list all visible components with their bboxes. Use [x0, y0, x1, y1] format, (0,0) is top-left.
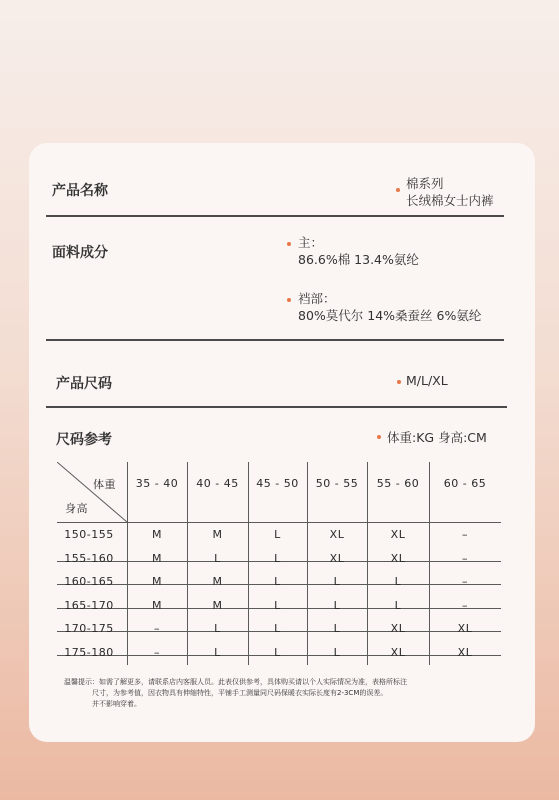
- size-cell: M: [152, 551, 162, 565]
- size-cell: L: [274, 645, 281, 659]
- size-cell: L: [274, 598, 281, 612]
- bullet-dot: [287, 242, 291, 246]
- bullet-dot: [396, 188, 400, 192]
- size-cell: L: [274, 528, 281, 541]
- height-row-header: 165-170: [64, 598, 114, 612]
- size-cell: XL: [329, 551, 345, 565]
- fabric-label: 面料成分: [52, 245, 108, 261]
- height-row-header: 175-180: [64, 645, 114, 659]
- size-reference-label: 尺码参考: [56, 432, 112, 448]
- size-cell: XL: [390, 622, 406, 635]
- weight-column-header: 50 - 55: [315, 477, 359, 490]
- size-cell: XL: [457, 622, 473, 635]
- tip-line-3: 并不影响穿着。: [92, 700, 141, 708]
- size-cell: L: [214, 645, 221, 659]
- size-cell: L: [274, 575, 281, 588]
- size-cell: M: [212, 528, 223, 541]
- size-value: M/L/XL: [406, 373, 448, 388]
- height-row-header: 150-155: [64, 528, 114, 541]
- height-row-header: 160-165: [64, 575, 114, 588]
- corner-weight-label: 体重: [93, 478, 116, 491]
- size-cell: –: [462, 551, 468, 565]
- size-cell: M: [212, 598, 223, 612]
- tip-line-1: 温馨提示：如需了解更多，请联系店内客服人员。此表仅供参考，具体购买请以个人实际情况为准，表格所标注: [64, 678, 407, 686]
- weight-column-header: 35 - 40: [135, 477, 179, 490]
- size-cell: L: [214, 622, 221, 635]
- size-cell: XL: [457, 645, 473, 659]
- size-cell: M: [212, 575, 223, 588]
- size-cell: –: [462, 528, 468, 541]
- divider: [46, 215, 504, 217]
- bullet-dot: [287, 298, 291, 302]
- size-cell: –: [154, 645, 160, 659]
- size-cell: –: [154, 622, 160, 635]
- unit-note: 体重:KG 身高:CM: [387, 430, 487, 445]
- size-cell: L: [394, 598, 402, 612]
- fabric-crotch-title: 裆部：: [298, 291, 336, 306]
- size-cell: XL: [390, 528, 406, 541]
- size-cell: L: [333, 622, 341, 635]
- weight-column-header: 45 - 50: [256, 477, 299, 490]
- size-cell: L: [333, 598, 341, 612]
- product-name-line-2: 长绒棉女士内裤: [406, 193, 494, 208]
- size-cell: M: [152, 598, 162, 612]
- fabric-main-value: 86.6%棉 13.4%氨纶: [298, 252, 419, 267]
- bullet-dot: [377, 435, 381, 439]
- height-row-header: 155-160: [64, 551, 114, 565]
- size-label: 产品尺码: [56, 376, 112, 392]
- size-cell: XL: [390, 551, 406, 565]
- size-cell: L: [274, 551, 281, 565]
- weight-column-header: 60 - 65: [443, 477, 487, 490]
- size-cell: M: [152, 575, 162, 588]
- size-cell: XL: [390, 645, 406, 659]
- tip-line-2: 尺寸，为参考值，因衣物具有伸缩特性，平铺手工测量同尺码保暖衣实际长度有2-3CM的误差。: [92, 689, 388, 697]
- size-cell: L: [333, 645, 341, 659]
- fabric-main-title: 主：: [298, 235, 324, 250]
- size-cell: –: [462, 598, 468, 612]
- weight-column-header: 40 - 45: [196, 477, 239, 490]
- size-table: [57, 462, 501, 665]
- size-cell: L: [214, 551, 221, 565]
- tip-note: [64, 677, 494, 710]
- divider: [46, 339, 504, 341]
- size-cell: –: [462, 575, 468, 588]
- bullet-dot: [397, 380, 401, 384]
- size-cell: L: [333, 575, 341, 588]
- divider: [46, 406, 507, 408]
- weight-column-header: 55 - 60: [376, 477, 420, 490]
- corner-height-label: 身高: [65, 502, 88, 515]
- table-header-divider: [57, 522, 501, 523]
- height-row-header: 170-175: [64, 622, 114, 635]
- size-cell: L: [274, 622, 281, 635]
- product-name-line-1: 棉系列: [406, 176, 444, 191]
- size-cell: XL: [329, 528, 345, 541]
- size-cell: M: [152, 528, 162, 541]
- product-name-label: 产品名称: [52, 183, 108, 199]
- fabric-crotch-value: 80%莫代尔 14%桑蚕丝 6%氨纶: [298, 308, 482, 323]
- size-cell: L: [394, 575, 402, 588]
